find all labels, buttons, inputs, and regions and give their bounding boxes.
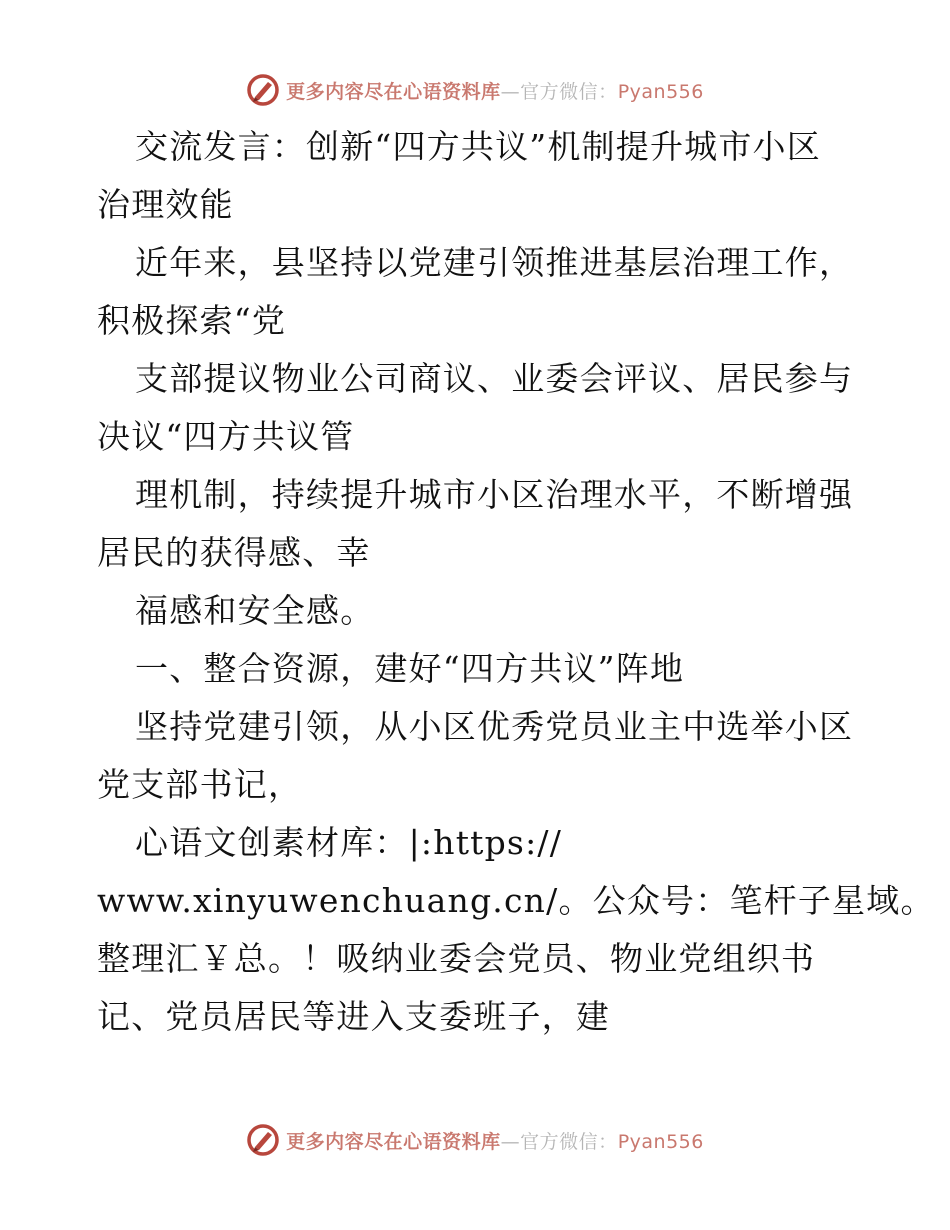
paragraph-line: 积极探索“党 [97,301,287,340]
banner-separator: — [500,80,521,103]
banner-separator: — [500,1130,521,1153]
header-banner [0,70,950,110]
paragraph-line: 记、党员居民等进入支委班子，建 [97,997,610,1036]
paragraph-line: 坚持党建引领，从小区优秀党员业主中选举小区 [135,707,854,746]
title-line: 交流发言：创新“四方共议”机制提升城市小区 [135,127,821,166]
pen-logo-icon [246,73,280,107]
pen-logo-icon [246,1123,280,1157]
banner-wechat-label: 官方微信： [520,80,618,103]
paragraph-line: 居民的获得感、幸 [97,533,371,572]
title-line-cont: 治理效能 [97,185,234,224]
banner-main: 更多内容尽在心语资料库 [286,1130,501,1153]
banner-text [286,1127,704,1154]
paragraph-line: 整理汇￥总。！吸纳业委会党员、物业党组织书 [97,939,816,978]
banner-wechat-label: 官方微信： [520,1130,618,1153]
paragraph-line: 福感和安全感。 [135,591,375,630]
banner-account: Pyan556 [617,1130,704,1153]
paragraph-line: 理机制，持续提升城市小区治理水平，不断增强 [135,475,854,514]
banner-main: 更多内容尽在心语资料库 [286,80,501,103]
banner-account: Pyan556 [617,80,704,103]
paragraph-line: 党支部书记， [97,765,303,804]
section-heading: 一、整合资源，建好“四方共议”阵地 [135,649,685,688]
document-body [97,118,935,1046]
paragraph-line: 近年来，县坚持以党建引领推进基层治理工作， [135,243,854,282]
banner-text [286,77,704,104]
footer-banner [0,1120,950,1160]
paragraph-line: 支部提议物业公司商议、业委会评议、居民参与 [135,359,854,398]
url-line: www.xinyuwenchuang.cn/。公众号：笔杆子星域。 [97,881,935,920]
paragraph-line: 决议“四方共议管 [97,417,355,456]
paragraph-line: 心语文创素材库：|:https:// [135,823,563,862]
